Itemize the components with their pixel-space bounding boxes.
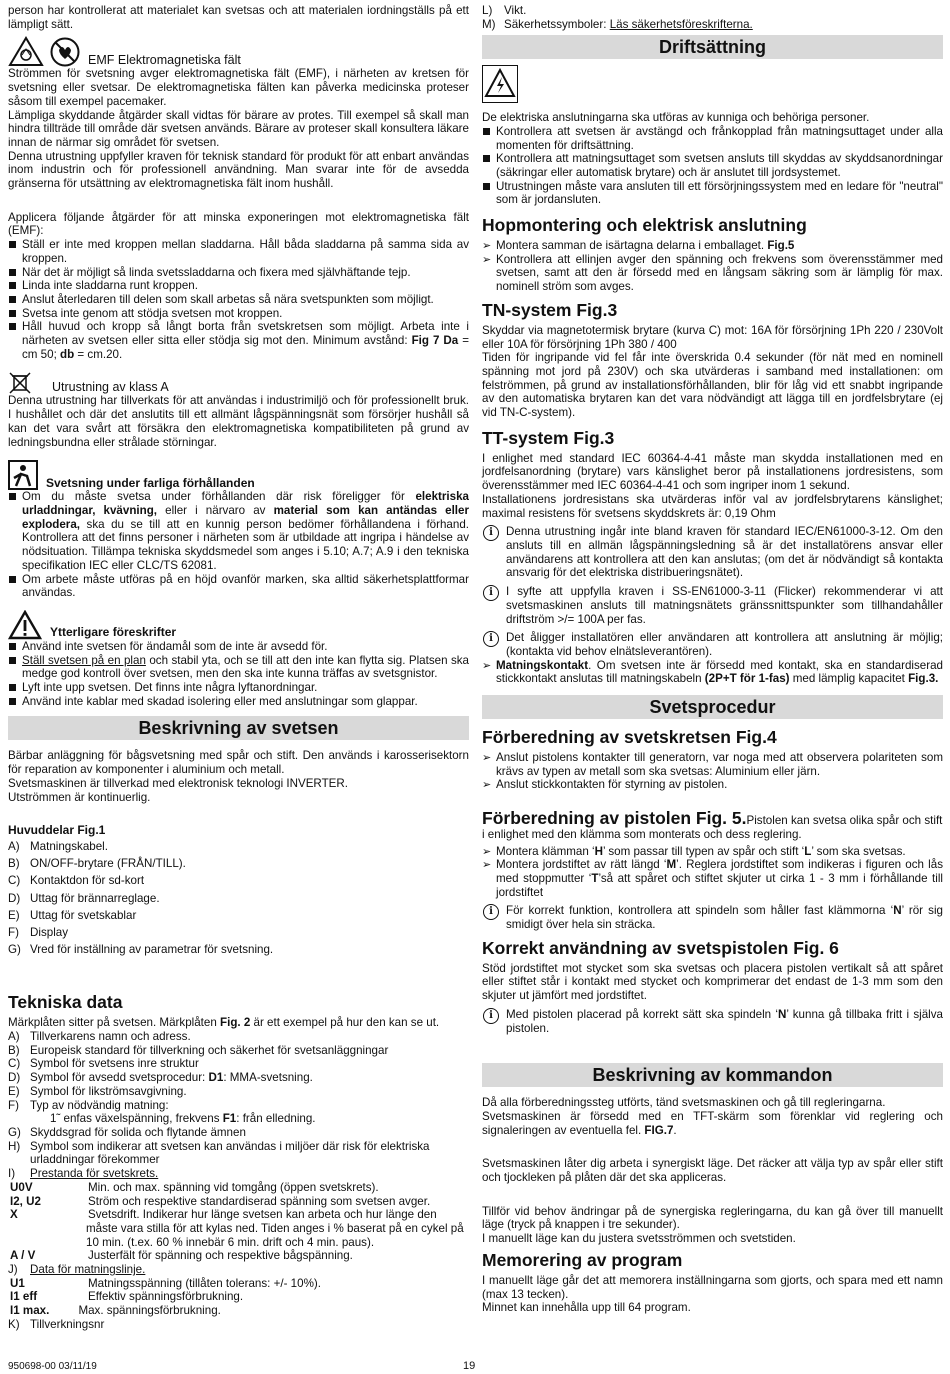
tn-text-1: Skyddar via magnetotermisk brytare (kurva C) mot: 16A för försörjning 1Ph 220 / 230Volt eller 10A för försörjning 1Ph 380 / 400 <box>482 323 943 351</box>
info-icon: i <box>483 631 499 647</box>
list-item: Om arbete måste utföras på en höjd ovanför marken, ska alltid säkerhetsplattformar användas. <box>8 573 469 600</box>
item-text: Symbol som indikerar att svetsen kan användas i miljöer där risk för elektriska urladdningar förekommer <box>30 1139 430 1167</box>
item-text: : MMA-svetsning. <box>223 1071 313 1085</box>
tech-list-k <box>8 1318 469 1332</box>
item-letter: C) <box>8 1057 21 1071</box>
list-item: ➢ Anslut stickkontakten för styrning av pistolen. <box>482 778 943 792</box>
list-item: Anslut återledaren till delen som skall arbetas så nära svetspunkten som möjligt. <box>8 293 469 307</box>
item-text: Uttag för brännarreglage. <box>30 891 160 905</box>
info-bold: N <box>893 904 902 918</box>
list-item-text: Om du måste svetsa under förhållanden där risk föreligger för <box>22 490 416 504</box>
list-item <box>8 320 469 361</box>
list-item <box>8 1263 469 1277</box>
item-key: U1 <box>10 1276 25 1290</box>
emf-paragraph-3: Denna utrustning uppfyller kraven för teknisk standard för produkt för att enbart användas inom industrin och för professionell användning. Man svarar inte för de avsedda gränserna för utsättning av elektromagnetiska fält inom hushåll. <box>8 149 469 191</box>
tech-intro <box>8 1016 469 1030</box>
list-item <box>8 1030 469 1044</box>
emf-measures-list <box>8 238 469 361</box>
gun-title: Förberedning av pistolen Fig. 5. <box>482 808 747 829</box>
list-item <box>482 18 943 32</box>
emf-heading <box>8 36 469 67</box>
danger-heading <box>8 460 469 490</box>
further-title: Ytterligare föreskrifter <box>50 625 177 640</box>
emf-paragraph-2: Lämpliga skyddande åtgärder skall vidtas för bärare av protes. Till exempel så skall man hindra tillträde till område där svetsen används. Bärare av proteser skall konsultera läkare innan de närmar sig området för svetsen. <box>8 108 469 149</box>
fig-ref: Fig.3. <box>908 672 939 686</box>
list-item <box>10 1194 469 1209</box>
list-item <box>8 890 469 907</box>
item-letter: A) <box>8 1030 20 1044</box>
list-item-bold: H <box>594 844 603 858</box>
main-parts-list <box>8 838 469 958</box>
list-item <box>8 1071 469 1085</box>
list-item-text: ’ som ska svetsas. <box>811 844 906 858</box>
info-note-3 <box>482 631 943 658</box>
list-item <box>10 1208 469 1249</box>
warning-icon <box>8 610 42 640</box>
list-item <box>8 490 469 572</box>
info-text: Denna utrustning ingår inte bland kraven för standard IEC/EN61000-3-12. Om den ansluts till en allmän lågspänningsledning så är det installatörens ansvar eller användarens att kontrollera att den kan anslutas; (om det är nödvändigt så kontakta ansvarig för det elektriska distribueringsnätet). <box>506 525 943 580</box>
startup-list <box>482 125 943 207</box>
danger-title: Svetsning under farliga förhållanden <box>46 475 255 490</box>
item-text: : från elledning. <box>236 1112 316 1126</box>
list-item-bold: M <box>666 858 677 872</box>
tech-list-continued <box>482 4 943 31</box>
tech-intro-text: är ett exempel på hur den kan se ut. <box>250 1016 440 1030</box>
tech-J-items <box>8 1277 469 1318</box>
list-item <box>482 4 943 18</box>
further-heading <box>8 610 469 640</box>
list-item-text: = cm.20. <box>74 347 123 361</box>
item-text: Effektiv spänningsförbrukning. <box>88 1290 244 1304</box>
item-key: I2, U2 <box>10 1194 41 1208</box>
item-text: Min. och max. spänning vid tomgång (öppen svetskrets). <box>88 1180 379 1194</box>
list-item <box>8 1112 469 1126</box>
tt-text-1: I enlighet med standard IEC 60364-4-41 måste man skydda installationen med en jordfelsanordning (brytare) vars känslighet beror på installationens jordresistens, som överensstämmer med IEC 60364-4-41 och som ingriper inom 1 sekund. <box>482 451 943 493</box>
list-item-text: och stabil yta, och se till att den inte kan flytta sig. Platsen ska medge god kontroll över svetsen, men den ska inte kunna träffas av svetsgnistor. <box>22 653 469 681</box>
item-text: Justerfält för spänning och respektive bågspänning. <box>88 1249 353 1263</box>
item-letter: D) <box>8 1071 21 1085</box>
list-item <box>8 1057 469 1071</box>
tt-title: TT-system Fig.3 <box>482 427 615 448</box>
item-text: Data för matningslinje. <box>30 1263 146 1277</box>
item-text: Skyddsgrad för solida och flytande ämnen <box>30 1125 246 1139</box>
list-item <box>8 838 469 855</box>
cmd-text-5: I manuellt läge kan du justera svetsströmmen och svetstiden. <box>482 1232 796 1246</box>
electric-hazard-icon <box>482 65 518 103</box>
tn-title: TN-system Fig.3 <box>482 299 618 320</box>
list-item-underline: Ställ svetsen på en plan <box>22 653 146 667</box>
item-letter: B) <box>8 1043 20 1057</box>
tech-list <box>8 1030 469 1181</box>
info-text: ’ kunna gå tillbaka fritt i själva pistolen. <box>506 1007 943 1035</box>
fig-ref: Fig.5 <box>767 239 795 253</box>
list-item-bold: L <box>804 844 812 858</box>
item-text: Vred för inställning av parametrar för svetsning. <box>30 943 274 957</box>
list-item-text: . Om svetsen inte är försedd med kontakt, ska en standardiserad stickkontakt anslutas till matningskabeln <box>496 658 943 686</box>
list-item <box>8 907 469 924</box>
list-item <box>10 1249 469 1263</box>
tech-intro-text: Märkplåten sitter på svetsen. Märkplåten <box>8 1016 221 1030</box>
list-item-text: Håll huvud och kropp så långt borta från svetskretsen som möjligt. Arbeta inte i närheten av svetsen eller sitta eller stödja sig mot den. Minimum avstånd: <box>22 320 469 348</box>
info-icon: i <box>483 904 499 920</box>
list-item-text: ’så att spåret och stiftet skjuter ut cirka 1 - 3 mm i förhållande till jordstiftet <box>496 871 943 899</box>
list-item: Lyft inte upp svetsen. Det finns inte några lyftanordningar. <box>8 681 469 695</box>
item-text: Uttag för svetskablar <box>30 908 137 922</box>
desc-text-1: Bärbar anläggning för bågsvetsning med spår och stift. Den används i karosserisektorn för reparation av komponenter i aluminium och metall. <box>8 749 469 777</box>
list-item <box>8 1099 469 1113</box>
plug-list <box>482 659 943 686</box>
item-text: Svetsdrift. Indikerar hur länge svetsen kan arbeta och hur länge den måste vara stilla för att kylas ned. Tiden anges i % baserat på en cykel på 10 min. (t.ex. 60 % innebär 6 min. drift och 4 min. paus). <box>86 1208 464 1249</box>
cmd-text-2 <box>482 1110 943 1137</box>
item-letter: J) <box>8 1263 18 1277</box>
list-item <box>482 659 943 686</box>
info-text: För korrekt funktion, kontrollera att spindeln som håller fast klämmorna ‘ <box>506 904 894 918</box>
item-key: I1 max. <box>10 1304 50 1318</box>
emf-apply-text: Applicera följande åtgärder för att minska exponeringen mot elektromagnetiska fält (EMF): <box>8 210 469 238</box>
list-item: Svetsa inte genom att stödja svetsen mot kroppen. <box>8 307 469 321</box>
item-letter: K) <box>8 1317 20 1331</box>
right-column <box>482 4 943 1315</box>
prep-title: Förberedning av svetskretsen Fig.4 <box>482 727 777 748</box>
item-text: Max. spänningsförbrukning. <box>78 1304 221 1318</box>
class-a-heading <box>8 372 469 394</box>
prep-list <box>482 751 943 792</box>
emf-paragraph-1: Strömmen för svetsning avger elektromagnetiska fält (EMF), i närheten av kretsen för svetsning eller svetsar. De elektromagnetiska fälten kan påverka medicinska proteser såsom till exempel pacemaker. <box>8 67 469 108</box>
intro-text: person har kontrollerat att materialet kan svetsas och att materialen iordningställs på ett lämpligt sätt. <box>8 4 469 31</box>
page-number: 19 <box>463 1360 476 1372</box>
tt-text-2: Installationens jordresistans ska utvärderas inför val av jordfelsbrytarens känslighet; maximal resistens för svetsens skyddskrets är: 0,19 Ohm <box>482 492 943 520</box>
item-text: 1˜ enfas växelspänning, frekvens <box>50 1112 223 1126</box>
item-text: Prestanda för svetskrets. <box>30 1167 159 1181</box>
gun-title-text: Pistolen kan svetsa olika spår och stift i enlighet med den klämma som monterats och dess reglering. <box>482 814 943 841</box>
list-item: ➢ Kontrollera att ellinjen avger den spänning och frekvens som överensstämmer med svetsen, samt att den är försedd med en långsam säkring som är lämplig för max. nominell ström som avges. <box>482 253 943 294</box>
item-text: Typ av nödvändig matning: <box>30 1098 169 1112</box>
list-item <box>8 1318 469 1332</box>
info-note-2 <box>482 585 943 626</box>
class-a-text: Denna utrustning har tillverkats för att användas i industrimiljö och för professionellt bruk. I hushållet och där det anslutits till ett allmänt lågspänningsnät som försörjer hushåll så kan det vara svårt att försäkra den elektromagnetiska kompatibiliteten på grund av ledningsbundna eller strålade störningar. <box>8 394 469 449</box>
assembly-title: Hopmontering och elektrisk anslutning <box>482 215 807 236</box>
item-letter: D) <box>8 891 21 905</box>
item-letter: F) <box>8 1098 19 1112</box>
item-letter: B) <box>8 857 20 871</box>
list-item-text: Montera jordstiftet av rätt längd ‘ <box>496 858 667 872</box>
tn-text-2: Tiden för ingripande vid fel får inte överskrida 0.4 sekunder (för nät med en nominell spänning mot jord på 230V) och ska utvärderas i samband med installationen: om felströmmen, på grund av installationsförhållanden, blir för låg vid ett snabbt ingripande av den automatiska brytaren kan det vara nödvändigt att lägga till en jordfelsbrytare (ej vid TN-C-system). <box>482 351 943 420</box>
desc-text-2: Svetsmaskinen är tillverkad med elektronisk teknologi INVERTER. <box>8 776 349 790</box>
desc-text-3: Utströmmen är kontinuerlig. <box>8 790 151 804</box>
info-text: Det åligger installatören eller användaren att kontrollera att anslutning är möjlig; (kontakta vid behov elnätsleverantören). <box>506 631 943 658</box>
assembly-list <box>482 239 943 294</box>
list-item-text: ska du se till att en kunnig person bedömer förhållandena i förhand. Kontrollera att det finns personer i närheten som är utbildade att ingripa i händelse av nödsituation. Tillämpa tekniska skyddsmedel som anges i 5.10; A.7; A.9 i den tekniska specifikation IEC eller CLC/TS 62081. <box>22 517 469 572</box>
info-icon: i <box>483 1008 499 1024</box>
list-item-bold: elektriska urladdningar, kvävning, <box>22 490 469 517</box>
item-text: Matningsspänning (tillåten tolerans: +/- 10%). <box>88 1276 321 1290</box>
cmd-text-3: Svetsmaskinen låter dig arbeta i synergiskt läge. Det räcker att välja typ av spår eller stift och tjockleken på plåten där det ska appliceras. <box>482 1157 943 1185</box>
item-letter: A) <box>8 839 20 853</box>
emf-title: EMF Elektromagnetiska fält <box>88 52 241 67</box>
list-item: ➢ Anslut pistolens kontakter till generatorn, var noga med att observera polariteten som krävs av typen av metall som ska svetsas: Aluminium eller järn. <box>482 751 943 778</box>
item-letter: G) <box>8 943 21 957</box>
list-item: Ställ er inte med kroppen mellan sladdarna. Håll båda sladdarna på samma sida av kroppen. <box>8 238 469 265</box>
memory-title: Memorering av program <box>482 1249 683 1270</box>
item-bold: D1 <box>208 1071 224 1085</box>
item-text: Matningskabel. <box>30 839 108 853</box>
commands-banner: Beskrivning av kommandon <box>482 1063 943 1087</box>
gun-info-note <box>482 904 943 931</box>
item-letter: E) <box>8 908 20 922</box>
no-pacemaker-icon <box>48 36 82 67</box>
use-text: Stöd jordstiftet mot stycket som ska svetsas och placera pistolen vertikalt så att spåret eller stiftet står i kontakt med stycket och komprimerar det endast de 1-3 mm som den skjuter ut jämfört med jordstiftet. <box>482 961 943 1003</box>
list-item <box>482 858 943 899</box>
list-item <box>8 654 469 681</box>
item-text: Symbol för svetsens inre struktur <box>30 1057 199 1071</box>
fig-ref: Fig 7 Da <box>411 334 459 348</box>
list-item <box>8 1085 469 1099</box>
item-letter: I) <box>8 1167 16 1181</box>
list-item-text: ’ som passar till typen av spår och stift ‘ <box>602 844 805 858</box>
cmd-text: . <box>673 1123 677 1137</box>
further-list <box>8 640 469 709</box>
welding-procedure-banner: Svetsprocedur <box>482 695 943 719</box>
startup-banner: Driftsättning <box>482 35 943 59</box>
item-text: Vikt. <box>504 4 527 17</box>
list-item: Utrustningen måste vara ansluten till ett försörjningssystem med en ledare för "neutral" som är jordansluten. <box>482 180 943 207</box>
item-letter: G) <box>8 1125 21 1139</box>
list-item <box>8 1167 469 1181</box>
item-text: Display <box>30 925 69 939</box>
item-text: Symbol för avsedd svetsprocedur: <box>30 1071 209 1085</box>
item-letter: F) <box>8 925 19 939</box>
list-item <box>10 1180 469 1195</box>
list-item <box>10 1290 469 1304</box>
list-item: Kontrollera att matningsuttaget som svetsen ansluts till skyddas av skyddsanordningar (säkringar eller automatisk brytare) och är anslutet till jordsystemet. <box>482 152 943 179</box>
doc-code: 950698-00 03/11/19 <box>8 1361 97 1372</box>
item-letter: E) <box>8 1084 20 1098</box>
info-note-1 <box>482 525 943 580</box>
info-text: ’ rör sig smidigt över hela sin sträcka. <box>506 904 944 932</box>
list-item <box>8 941 469 958</box>
no-pacemaker-warning-icon <box>8 36 44 67</box>
item-text: Ström och respektive standardiserad spänning som svetsen avger. <box>88 1194 431 1208</box>
crossed-bin-icon <box>8 372 32 394</box>
list-item <box>8 1140 469 1167</box>
memory-text-1: I manuellt läge går det att memorera inställningarna som gjorts, och spara med ett namn (max 13 tecken). <box>482 1273 943 1301</box>
tech-list-j <box>8 1263 469 1277</box>
item-text: Kontaktdon för sd-kort <box>30 874 145 888</box>
fig-ref: Fig. 2 <box>220 1016 251 1030</box>
list-item-bold: Matningskontakt <box>496 658 589 672</box>
cmd-text-1: Då alla förberedningssteg utförts, tänd svetsmaskinen och gå till regleringarna. <box>482 1096 886 1110</box>
list-item-text: eller i närvaro av <box>157 503 274 517</box>
class-a-title: Utrustning av klass A <box>52 379 169 394</box>
use-info-note <box>482 1008 943 1035</box>
confined-space-icon <box>8 460 38 490</box>
list-item-text: = cm 50; <box>22 334 469 361</box>
main-parts-title: Huvuddelar Fig.1 <box>8 823 106 838</box>
startup-intro: De elektriska anslutningarna ska utföras av kunniga och behöriga personer. <box>482 111 870 125</box>
description-banner: Beskrivning av svetsen <box>8 716 469 740</box>
cmd-text-4: Tillför vid behov ändringar på de synergiska regleringarna, du kan gå över till manuellt läge (tryck på knappen i tre sekunder). <box>482 1204 943 1232</box>
item-letter: L) <box>482 4 493 17</box>
info-text: I syfte att uppfylla kraven i SS-EN61000-3-11 (Flicker) rekommenderar vi att svetsmaskinen ansluts till matningsnätets gränssnittspunkter som tillhandahåller driftström >/= 100A per fas. <box>506 585 943 626</box>
item-letter: C) <box>8 874 21 888</box>
gun-list <box>482 845 943 900</box>
list-item <box>8 855 469 872</box>
item-key: I1 eff <box>10 1290 38 1304</box>
item-text: Tillverkarens namn och adress. <box>30 1030 191 1044</box>
memory-text-2: Minnet kan innehålla upp till 64 program. <box>482 1301 691 1315</box>
list-item: Kontrollera att svetsen är avstängd och frånkopplad från matningsuttaget under alla momenten för driftsättning. <box>482 125 943 152</box>
item-letter: H) <box>8 1139 21 1153</box>
item-text: Läs säkerhetsföreskrifterna. <box>609 17 753 31</box>
list-item-bold: (2P+T för 1-fas) <box>704 672 790 686</box>
item-text: Tillverkningsnr <box>30 1317 105 1331</box>
fig-ref: FIG.7 <box>644 1123 674 1137</box>
list-item: Linda inte sladdarna runt kroppen. <box>8 279 469 293</box>
item-key: A / V <box>10 1249 36 1263</box>
item-key: U0V <box>10 1180 33 1194</box>
list-item-text: Montera klämman ‘ <box>496 844 595 858</box>
list-item <box>482 239 943 253</box>
item-text: Symbol för likströmsavgivning. <box>30 1084 187 1098</box>
item-letter: M) <box>482 17 496 31</box>
list-item <box>10 1276 469 1291</box>
item-text: ON/OFF-brytare (FRÅN/TILL). <box>30 857 186 871</box>
list-item-text: ’. Reglera jordstiftet som indikeras i figuren och lås med stoppmutter ‘ <box>496 858 943 885</box>
list-item-bold: material som kan antändas eller explodera, <box>22 503 469 531</box>
info-bold: N <box>777 1007 787 1021</box>
list-item: Använd inte kablar med skadad isolering eller med anslutningar som glappar. <box>8 695 469 709</box>
fig-ref: db <box>60 347 75 361</box>
info-icon: i <box>483 585 499 601</box>
list-item <box>8 924 469 941</box>
item-text: Säkerhetssymboler: <box>504 17 610 31</box>
list-item <box>8 1126 469 1140</box>
gun-section <box>482 808 943 841</box>
list-item-text: Montera samman de isärtagna delarna i emballaget. <box>496 239 768 253</box>
tech-I-items <box>8 1181 469 1263</box>
item-bold: F1 <box>222 1112 237 1126</box>
list-item: När det är möjligt så linda svetssladdarna och fixera med självhäftande tejp. <box>8 266 469 280</box>
info-icon: i <box>483 525 499 541</box>
list-item <box>10 1304 469 1318</box>
list-item: Använd inte svetsen för ändamål som de inte är avsedd för. <box>8 640 469 654</box>
list-item-text: med lämplig kapacitet <box>789 672 909 686</box>
list-item-bold: T <box>591 871 599 885</box>
list-item <box>482 845 943 859</box>
cmd-text: Svetsmaskinen är försedd med en TFT-skärm som förenklar vid reglering och signaleringen av eventuella fel. <box>482 1109 943 1137</box>
list-item <box>8 872 469 889</box>
list-item <box>8 1044 469 1058</box>
item-text: Europeisk standard för tillverkning och säkerhet för svetsanläggningar <box>30 1043 389 1057</box>
left-column <box>8 4 469 1332</box>
danger-list <box>8 490 469 600</box>
info-text: Med pistolen placerad på korrekt sätt ska spindeln ‘ <box>506 1007 778 1021</box>
use-title: Korrekt användning av svetspistolen Fig. 6 <box>482 937 839 958</box>
tech-title: Tekniska data <box>8 992 123 1013</box>
item-key: X <box>10 1208 18 1222</box>
